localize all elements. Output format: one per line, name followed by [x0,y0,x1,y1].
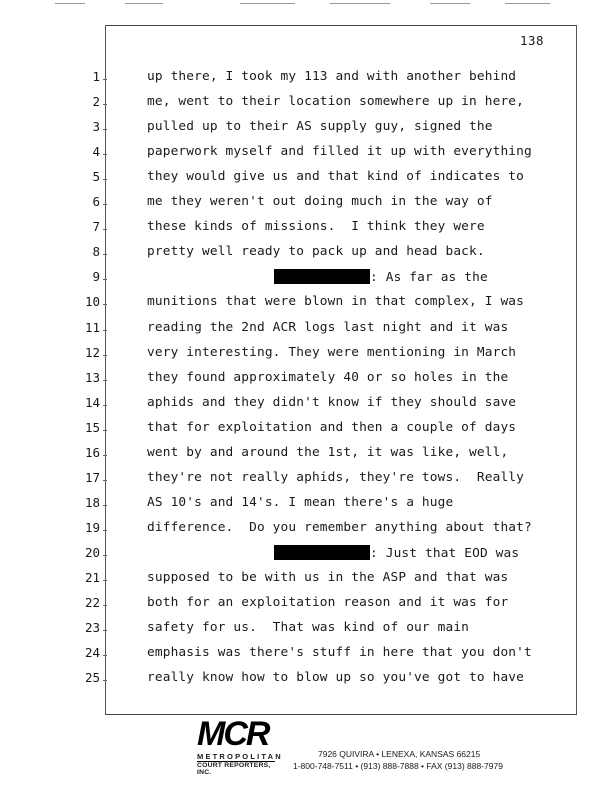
line-number: 17 [84,469,100,485]
logo-line2: COURT REPORTERS, INC. [197,761,275,776]
line-number: 9 [92,269,100,285]
transcript-line [0,69,611,89]
margin-tick [103,455,107,456]
transcript-line [0,445,611,465]
page-number: 138 [520,33,545,48]
transcript-line [0,219,611,239]
margin-tick [103,480,107,481]
margin-tick [103,505,107,506]
margin-tick [103,154,107,155]
logo-line1: METROPOLITAN [197,752,283,761]
transcript-line [0,470,611,490]
margin-tick [103,630,107,631]
line-text: they would give us and that kind of indicates to [147,169,525,185]
line-number: 24 [84,645,100,661]
line-number: 19 [84,519,100,535]
margin-tick [103,555,107,556]
transcript-line [0,94,611,114]
line-number: 21 [84,570,100,585]
margin-tick [103,179,107,180]
line-text [147,545,519,561]
line-text: really know how to blow up so you've got to have [147,670,525,686]
line-text: they found approximately 40 or so holes in the [147,369,509,385]
line-number: 14 [84,394,100,410]
line-text: aphids and they didn't know if they should save [147,394,517,410]
line-number: 8 [92,244,100,260]
margin-tick [103,680,107,681]
transcript-line [0,670,611,690]
transcript-line [0,269,611,289]
line-number: 2 [92,94,100,110]
line-text: these kinds of missions. I think they were [147,219,485,235]
transcript-line [0,345,611,365]
line-text: reading the 2nd ACR logs last night and it was [147,319,509,335]
logo-mark: MCR [197,715,269,753]
line-text: me, went to their location somewhere up in here, [147,94,525,110]
line-text-after-redaction: : As far as the [370,270,488,286]
transcript-line [0,169,611,189]
margin-tick [103,79,107,80]
line-number: 10 [84,294,100,310]
line-number: 20 [84,544,100,560]
line-text: supposed to be with us in the ASP and that was [147,570,509,585]
line-number: 18 [84,494,100,510]
line-text: munitions that were blown in that complex, I was [147,294,525,310]
margin-tick [103,405,107,406]
margin-tick [103,254,107,255]
redaction-box [274,269,370,284]
transcript-line [0,620,611,640]
line-text [147,269,488,285]
line-text: they're not really aphids, they're tows. Really [147,469,525,485]
line-number: 22 [84,595,100,611]
margin-tick [103,605,107,606]
transcript-line [0,520,611,540]
line-number: 5 [92,169,100,185]
margin-tick [103,330,107,331]
transcript-line [0,119,611,139]
line-text: paperwork myself and filled it up with everything [147,144,532,160]
margin-tick [103,129,107,130]
line-text: very interesting. They were mentioning in March [147,344,517,360]
transcript-line [0,194,611,214]
transcript-line [0,570,611,590]
line-text-after-redaction: : Just that EOD was [370,545,520,561]
margin-tick [103,530,107,531]
line-text: up there, I took my 113 and with another behind [147,69,517,84]
transcript-line [0,545,611,565]
line-number: 1 [92,69,100,84]
line-text: me they weren't out doing much in the way of [147,194,493,210]
margin-tick [103,104,107,105]
page-frame-bottom [105,714,577,715]
transcript-line [0,645,611,665]
margin-tick [103,355,107,356]
line-number: 7 [92,219,100,235]
margin-tick [103,380,107,381]
transcript-line [0,395,611,415]
margin-tick [103,655,107,656]
transcript-line [0,495,611,515]
margin-tick [103,279,107,280]
line-number: 25 [84,670,100,686]
line-text: AS 10's and 14's. I mean there's a huge [147,494,454,510]
margin-tick [103,229,107,230]
line-text: both for an exploitation reason and it was for [147,595,509,611]
transcript-line [0,144,611,164]
line-number: 3 [92,119,100,135]
redaction-box [274,545,370,560]
footer-address: 7926 QUIVIRA • LENEXA, KANSAS 66215 [318,749,481,759]
line-text: that for exploitation and then a couple of days [147,419,517,435]
line-number: 12 [84,344,100,360]
transcript-line [0,370,611,390]
transcript-line [0,244,611,264]
margin-tick [103,204,107,205]
line-text: safety for us. That was kind of our main [147,620,470,636]
margin-tick [103,430,107,431]
transcript-line [0,320,611,340]
page-frame-top [105,25,577,26]
line-number: 13 [84,369,100,385]
company-logo [197,715,283,776]
line-text: went by and around the 1st, it was like, well, [147,444,509,460]
line-text: pretty well ready to pack up and head back. [147,244,485,260]
line-text: emphasis was there's stuff in here that you don't [147,645,532,661]
line-number: 16 [84,444,100,460]
margin-tick [103,304,107,305]
transcript-line [0,420,611,440]
transcript-line [0,595,611,615]
line-number: 23 [84,620,100,636]
line-number: 15 [84,419,100,435]
line-text: pulled up to their AS supply guy, signed the [147,119,493,135]
margin-tick [103,580,107,581]
transcript-line [0,294,611,314]
footer-phones: 1-800-748-7511 • (913) 888-7888 • FAX (913) 888-7979 [293,761,503,771]
line-number: 11 [84,319,100,335]
line-text: difference. Do you remember anything about that? [147,519,532,535]
line-number: 6 [92,194,100,210]
line-number: 4 [92,144,100,160]
